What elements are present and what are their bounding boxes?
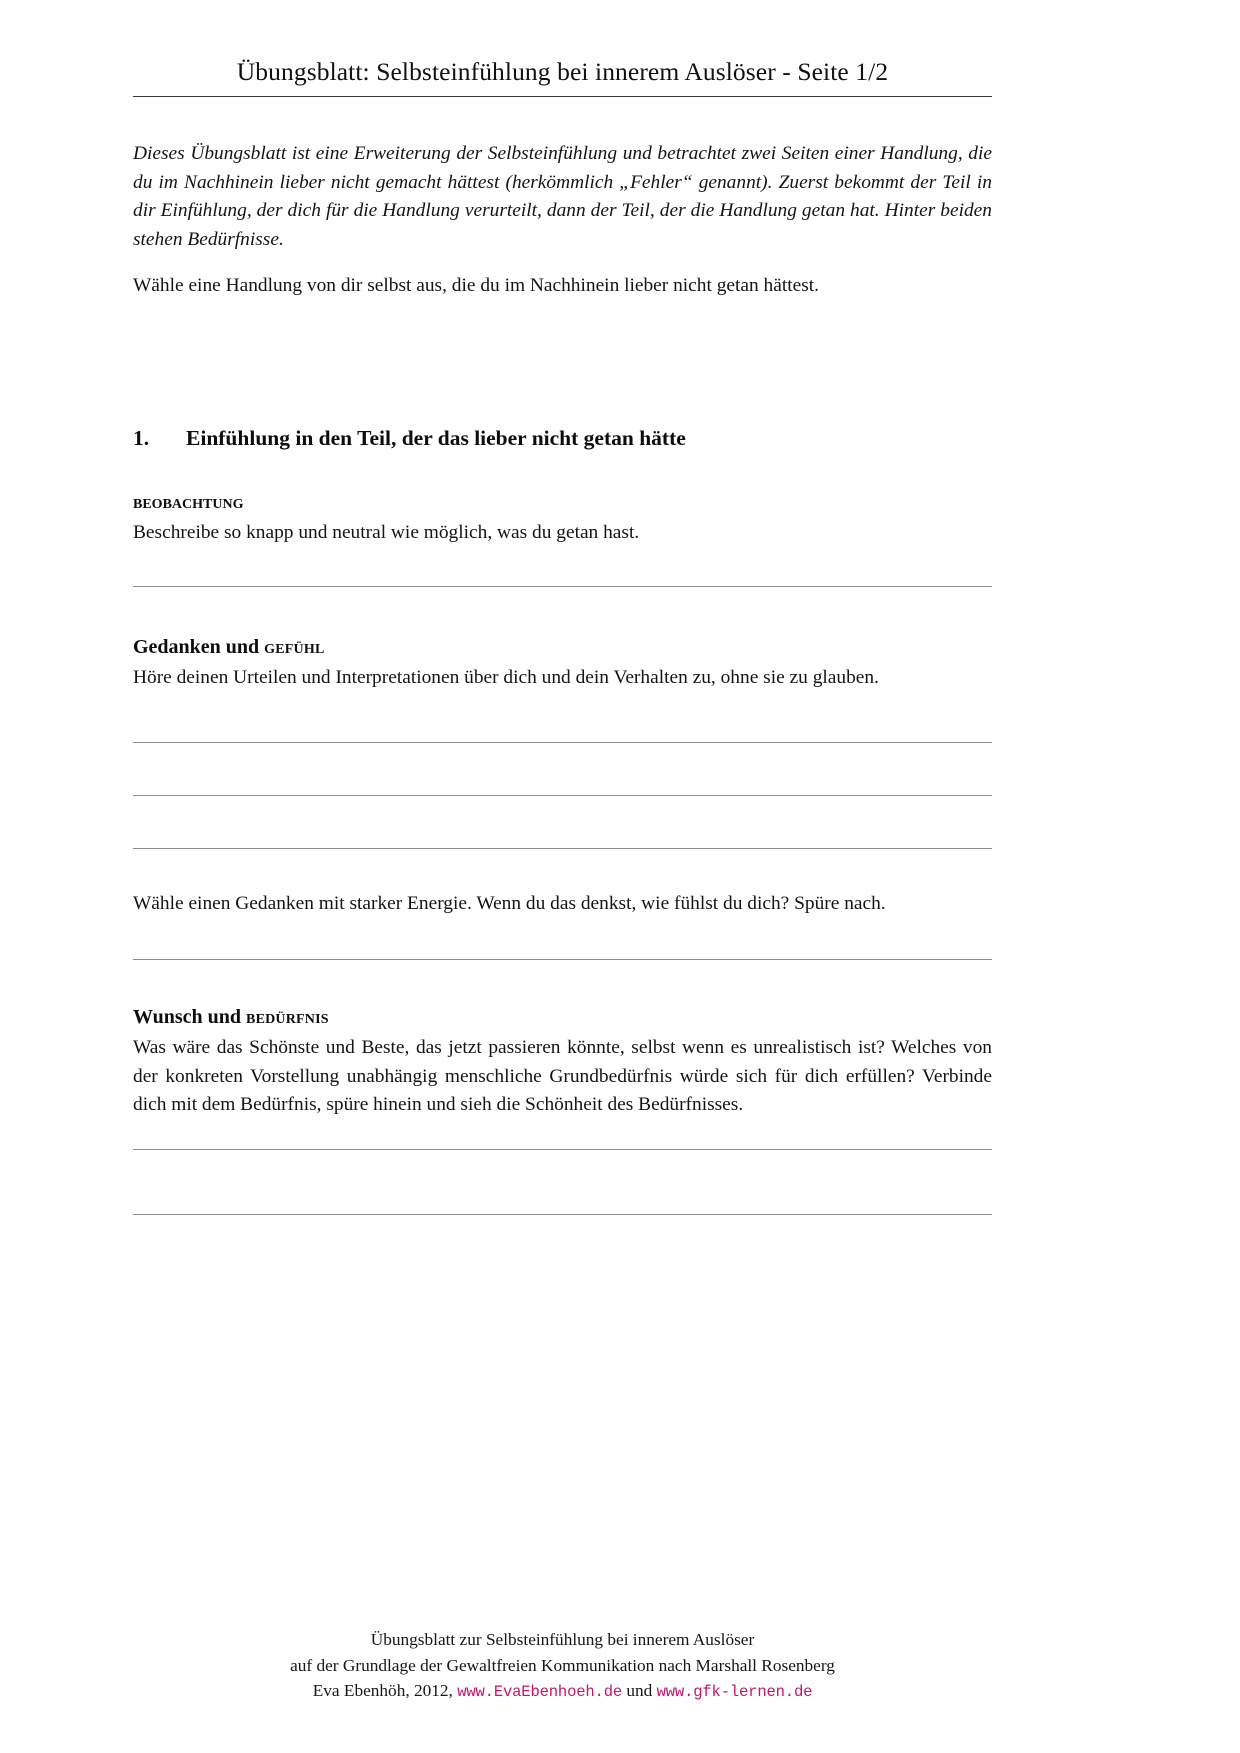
- writing-line[interactable]: [133, 795, 992, 796]
- energy-note-text: Wähle einen Gedanken mit starker Energie. Wenn du das denkst, wie fühlst du dich? Spüre nach.: [133, 893, 886, 914]
- footer-line-1: Übungsblatt zur Selbsteinfühlung bei innerem Auslöser: [370, 1630, 755, 1649]
- writing-line[interactable]: [133, 1214, 992, 1215]
- block-description-wunsch-beduerfnis: Was wäre das Schönste und Beste, das jetzt passieren könnte, selbst wenn es unrealistisch ist? Welches von der konkreten Vorstellung unabhängig menschliche Grundbedürfnis würde sich für dich erfüllen? Verbinde dich mit dem Bedürfnis, spüre hinein und sieh die Schönheit des Bedürfnisses.: [133, 1037, 992, 1116]
- block-heading-gedanken-gefuehl: [133, 634, 992, 661]
- writing-line[interactable]: [133, 959, 992, 960]
- block-description-gedanken-gefuehl: Höre deinen Urteilen und Interpretationen über dich und dein Verhalten zu, ohne sie zu glauben.: [133, 667, 879, 688]
- block-heading-smallcaps: beobachtung: [133, 491, 244, 513]
- section-heading: [133, 425, 1013, 453]
- link-gfk-lernen[interactable]: www.gfk-lernen.de: [656, 1683, 813, 1702]
- footer-author: Eva Ebenhöh, 2012,: [312, 1681, 458, 1701]
- writing-line[interactable]: [133, 848, 992, 849]
- block-beobachtung: [133, 489, 992, 548]
- header-divider: [133, 96, 992, 97]
- footer-line-2: auf der Grundlage der Gewaltfreien Kommunikation nach Marshall Rosenberg: [290, 1655, 835, 1675]
- footer-line-3: [133, 1678, 992, 1706]
- writing-line[interactable]: [133, 1149, 992, 1150]
- block-heading-smallcaps: bedürfnis: [246, 1006, 329, 1028]
- block-heading-plain: Gedanken und: [133, 636, 265, 658]
- lead-instruction: Wähle eine Handlung von dir selbst aus, die du im Nachhinein lieber nicht getan hättest.: [133, 275, 820, 296]
- page-title: Übungsblatt: Selbsteinfühlung bei innerem Auslöser - Seite 1/2: [236, 57, 889, 86]
- writing-line[interactable]: [133, 742, 992, 743]
- block-description-beobachtung: Beschreibe so knapp und neutral wie möglich, was du getan hast.: [133, 522, 640, 543]
- block-heading-smallcaps: gefühl: [264, 636, 325, 658]
- page-header: [133, 56, 992, 97]
- page-footer: [133, 1627, 992, 1706]
- energy-note: [133, 890, 992, 919]
- section-title: Einfühlung in den Teil, der das lieber nicht getan hätte: [186, 426, 686, 450]
- footer-conjunction: und: [622, 1681, 657, 1701]
- block-heading-plain: Wunsch und: [133, 1006, 247, 1028]
- writing-line[interactable]: [133, 586, 992, 587]
- block-heading-beobachtung: [133, 489, 992, 516]
- intro-paragraph: Dieses Übungsblatt ist eine Erweiterung der Selbsteinfühlung und betrachtet zwei Seiten einer Handlung, die du im Nachhinein lieber nicht gemacht hättest (herkömmlich „Fehler“ genannt). Zuerst bekommt der Teil in dir Einfühlung, der dich für die Handlung verurteilt, dann der Teil, der die Handlung getan hat. Hinter beiden stehen Bedürfnisse.: [133, 143, 992, 250]
- section-number: 1.: [133, 426, 150, 450]
- block-heading-wunsch-beduerfnis: [133, 1004, 992, 1031]
- link-evaebenhoeh[interactable]: www.EvaEbenhoeh.de: [457, 1683, 623, 1702]
- block-wunsch-beduerfnis: [133, 1004, 992, 1120]
- block-gedanken-gefuehl: [133, 634, 992, 693]
